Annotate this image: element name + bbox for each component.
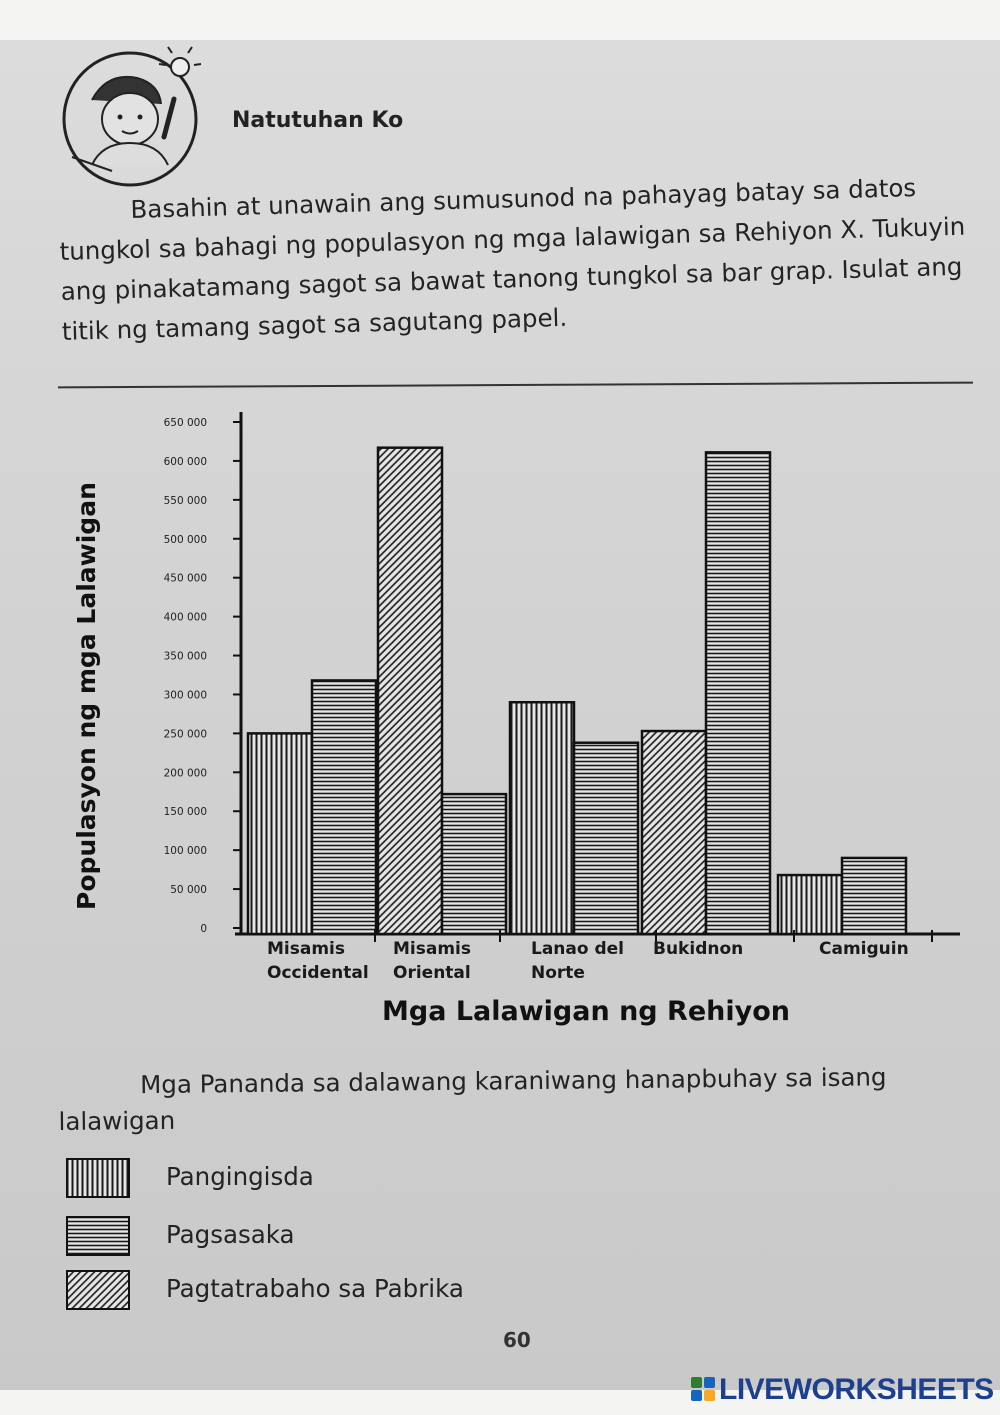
page-number: 60 [503,1328,531,1352]
x-category-label-line: Norte [531,963,585,983]
y-tick-label: 150 000 [163,806,207,819]
y-tick-label: 450 000 [163,572,207,585]
legend-item-pagsasaka [66,1216,666,1260]
legend-intro [58,1059,949,1140]
x-category-label [819,939,909,959]
legend-label: Pangingisda [166,1162,314,1191]
x-category-label [267,939,369,983]
legend-item-pagtatrabaho-sa-pabrika [66,1270,666,1314]
y-tick-label: 300 000 [163,689,207,702]
y-tick-label: 600 000 [163,455,207,468]
x-category-label [653,939,743,959]
bar-5 [510,702,574,934]
x-category-label-line: Camiguin [819,939,909,959]
y-axis-title: Populasyon ng mga Lalawigan [72,482,101,910]
vertical-lines-swatch-icon [66,1158,130,1198]
bar-6 [574,743,638,934]
x-category-label-line: Misamis [267,939,345,959]
bar-1 [248,733,312,934]
section-heading: Natutuhan Ko [232,108,404,133]
y-tick-label: 100 000 [163,845,207,858]
x-category-label-line: Lanao del [531,939,625,959]
bar-8 [706,452,770,934]
bar-7 [642,731,706,934]
legend-label: Pagsasaka [166,1220,295,1249]
x-category-label [393,939,471,983]
x-axis-title: Mga Lalawigan ng Rehiyon [382,996,790,1027]
x-category-label-line: Oriental [393,963,471,983]
y-tick-label: 250 000 [163,728,207,741]
watermark-text: LIVEWORKSHEETS [719,1373,994,1406]
bar-9 [778,875,842,934]
y-tick-label: 400 000 [163,611,207,624]
x-category-label [531,939,624,983]
y-tick-label: 50 000 [170,884,207,897]
y-tick-label: 650 000 [163,417,207,429]
horizontal-lines-swatch-icon [66,1216,130,1256]
bar-10 [842,858,906,934]
bar-3 [378,448,442,934]
watermark [690,1373,994,1407]
y-tick-label: 0 [200,923,207,935]
x-category-label-line: Bukidnon [653,939,744,959]
population-bar-chart [60,400,970,1000]
instructions-text [58,166,977,351]
instructions-paragraph: Basahin at unawain ang sumusunod na pahayag batay sa datos tungkol sa bahagi ng populasyon ng mga lalawigan sa Rehiyon X. Tukuyin ang pinakatamang sagot sa bawat tanong tungkol sa bar grap. Isulat ang titik ng tamang sagot sa sagutang papel. [59,173,966,346]
y-tick-label: 200 000 [163,767,207,780]
thinking-boy-icon [52,45,212,190]
legend-item-pangingisda [66,1158,666,1202]
x-category-label-line: Occidental [267,963,369,983]
y-tick-label: 500 000 [163,533,207,546]
y-tick-label: 550 000 [163,494,207,507]
bar-2 [312,680,376,934]
y-tick-label: 350 000 [163,650,207,663]
diagonal-lines-swatch-icon [66,1270,130,1310]
legend-intro-text: Mga Pananda sa dalawang karaniwang hanapbuhay sa isang lalawigan [58,1062,887,1136]
bar-4 [442,794,506,934]
x-category-label-line: Misamis [393,939,471,959]
liveworksheets-logo-icon [690,1376,716,1402]
legend-label: Pagtatrabaho sa Pabrika [166,1274,464,1303]
